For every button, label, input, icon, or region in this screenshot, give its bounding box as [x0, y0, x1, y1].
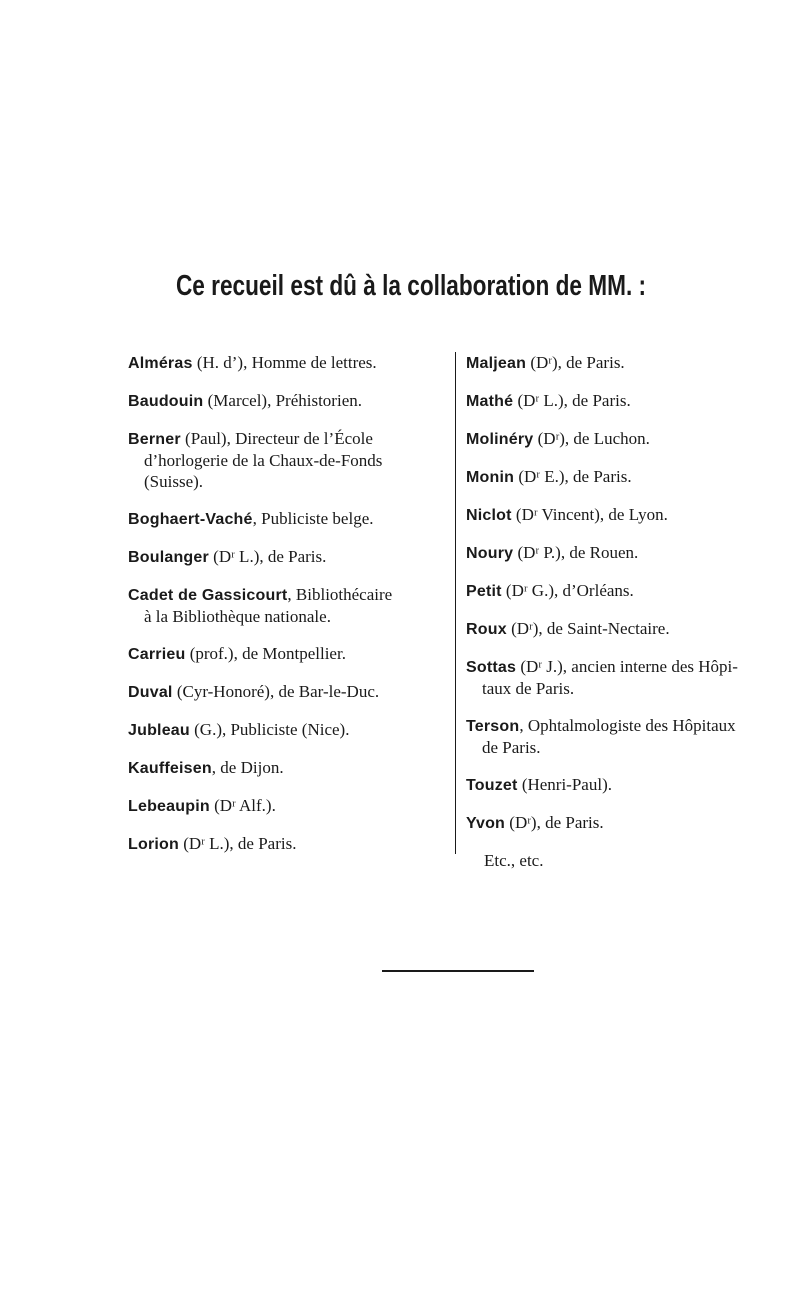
- contributor-name: Monin: [466, 469, 515, 486]
- contributor-name: Carrieu: [128, 646, 186, 663]
- contributor-entry: [128, 508, 444, 530]
- contributor-name: Duval: [128, 684, 173, 701]
- contributor-details: (G.), Publiciste (Nice).: [189, 720, 350, 739]
- contributor-details: (Marcel), Préhistorien.: [203, 391, 362, 410]
- contributor-name: Cadet de Gassicourt: [128, 587, 288, 604]
- contributor-details: , Bibliothécaire: [287, 585, 393, 604]
- contributor-details: (prof.), de Montpellier.: [185, 644, 346, 663]
- contributor-name: Yvon: [466, 815, 506, 832]
- contributor-details: (Dʳ), de Paris.: [526, 353, 625, 372]
- page-title: Ce recueil est dû à la collaboration de MM. :: [175, 270, 647, 302]
- column-divider: [455, 352, 456, 854]
- contributor-details: , de Dijon.: [211, 758, 284, 777]
- contributor-name: Kauffeisen: [128, 760, 212, 777]
- contributor-details-continued: à la Bibliothèque nationale.: [144, 607, 331, 626]
- contributor-entry: [466, 542, 786, 564]
- contributor-details: (Dʳ), de Saint-Nectaire.: [506, 619, 670, 638]
- contributor-details: , Ophtalmologiste des Hôpitaux: [519, 716, 736, 735]
- contributor-details: (Dʳ E.), de Paris.: [514, 467, 632, 486]
- contributor-name: Boghaert-Vaché: [128, 511, 253, 528]
- contributor-entry: [128, 757, 444, 779]
- closing-etc: Etc., etc.: [484, 851, 544, 870]
- contributor-details: , Publiciste belge.: [252, 509, 374, 528]
- contributor-name: Baudouin: [128, 393, 204, 410]
- contributor-entry: [466, 715, 786, 758]
- contributor-name: Petit: [466, 583, 502, 600]
- contributor-entry: [466, 390, 786, 412]
- contributor-entry: [128, 390, 444, 412]
- contributor-name: Sottas: [466, 659, 517, 676]
- contributor-details: (H. d’), Homme de lettres.: [192, 353, 377, 372]
- contributor-name: Niclot: [466, 507, 512, 524]
- contributor-name: Roux: [466, 621, 507, 638]
- contributor-details: (Dʳ L.), de Paris.: [208, 547, 327, 566]
- contributor-details: (Dʳ), de Paris.: [505, 813, 604, 832]
- contributor-name: Noury: [466, 545, 514, 562]
- contributor-name: Touzet: [466, 777, 518, 794]
- contributor-details: (Dʳ Vincent), de Lyon.: [511, 505, 668, 524]
- contributor-details: (Henri-Paul).: [517, 775, 612, 794]
- contributors-right-column: [466, 352, 786, 887]
- contributor-entry: [466, 618, 786, 640]
- contributor-details-continued: de Paris.: [482, 738, 541, 757]
- contributor-details: (Cyr-Honoré), de Bar-le-Duc.: [172, 682, 380, 701]
- contributor-name: Lebeaupin: [128, 798, 210, 815]
- contributor-details-continued: d’horlogerie de la Chaux-de-Fonds (Suisse).: [144, 451, 383, 491]
- contributor-entry: [128, 428, 444, 492]
- contributor-entry: [128, 546, 444, 568]
- contributor-entry: [128, 833, 444, 855]
- contributor-details: (Paul), Directeur de l’École: [180, 429, 373, 448]
- contributor-details-continued: taux de Paris.: [482, 679, 575, 698]
- contributor-entry: [466, 352, 786, 374]
- contributor-name: Boulanger: [128, 549, 209, 566]
- contributor-entry: [466, 812, 786, 834]
- contributor-details: (Dʳ), de Luchon.: [533, 429, 650, 448]
- contributor-name: Mathé: [466, 393, 514, 410]
- contributor-entry: [128, 795, 444, 817]
- contributor-name: Alméras: [128, 355, 193, 372]
- contributor-details: (Dʳ P.), de Rouen.: [513, 543, 639, 562]
- contributor-entry: [466, 774, 786, 796]
- contributor-name: Jubleau: [128, 722, 190, 739]
- contributor-entry: [466, 466, 786, 488]
- contributor-details: (Dʳ J.), ancien interne des Hôpi-: [516, 657, 738, 676]
- end-rule: [382, 970, 534, 972]
- contributor-name: Berner: [128, 431, 181, 448]
- contributor-entry: [466, 580, 786, 602]
- contributor-entry: [128, 681, 444, 703]
- contributor-details: (Dʳ Alf.).: [209, 796, 276, 815]
- contributor-name: Lorion: [128, 836, 179, 853]
- contributor-entry: [128, 352, 444, 374]
- contributor-entry: [128, 643, 444, 665]
- contributor-entry: [128, 719, 444, 741]
- contributors-left-column: [128, 352, 444, 871]
- contributor-details: (Dʳ G.), d’Orléans.: [501, 581, 634, 600]
- contributor-entry: [128, 584, 444, 627]
- contributor-entry: [466, 428, 786, 450]
- contributor-details: (Dʳ L.), de Paris.: [513, 391, 631, 410]
- contributor-entry: [466, 656, 786, 699]
- contributor-name: Terson: [466, 718, 520, 735]
- contributor-name: Maljean: [466, 355, 527, 372]
- contributor-name: Molinéry: [466, 431, 534, 448]
- contributor-entry: [466, 504, 786, 526]
- contributor-details: (Dʳ L.), de Paris.: [178, 834, 297, 853]
